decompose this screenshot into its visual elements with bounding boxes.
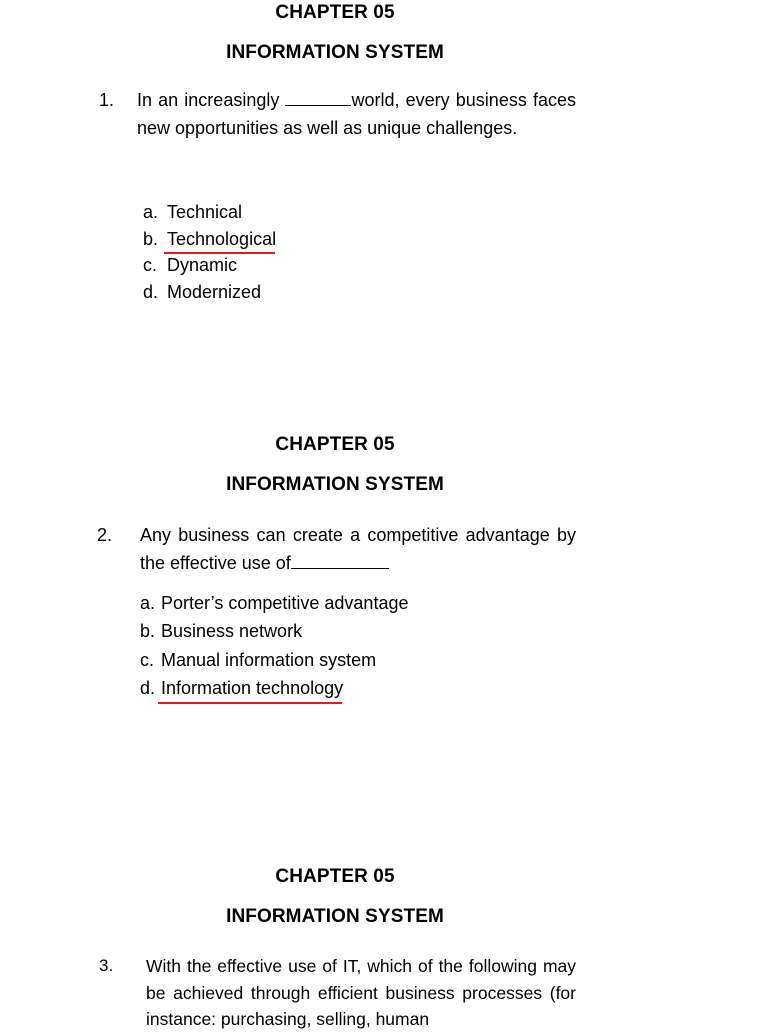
question-number: 3. [99,956,114,975]
chapter-title: CHAPTER 05 [275,2,395,23]
chapter-subtitle: INFORMATION SYSTEM [226,906,444,927]
option-b-correct-answer [143,226,276,253]
option-letter: d. [140,677,156,698]
question-text-start: In an increasingly [137,90,286,110]
chapter-title: CHAPTER 05 [275,866,395,887]
chapter-subtitle: INFORMATION SYSTEM [226,42,444,63]
option-letter: b. [143,228,159,249]
answer-options [143,199,276,305]
answer-options [140,589,408,702]
question-number: 1. [99,90,115,110]
option-letter: a. [140,593,156,613]
chapter-title: CHAPTER 05 [275,434,395,455]
option-letter: d. [143,281,159,302]
option-d-correct-answer [140,674,408,702]
option-c [140,646,408,674]
option-text: Manual information system [161,649,377,670]
option-text: Information technology [161,674,343,702]
option-text: Porter’s competitive advantage [161,593,409,613]
option-text: Technical [167,202,243,222]
option-c [143,252,276,279]
question-text-end: world, every business faces new opportunities as well as unique challenges. [137,90,576,138]
option-text: Modernized [167,281,262,302]
option-letter: c. [140,649,155,670]
option-letter: b. [140,621,156,642]
question-text: With the effective use of IT, which of the following may be achieved through efficient business processes (for instance: purchasing, selling, human [146,956,576,1029]
option-a [140,589,408,617]
option-letter: a. [143,202,159,222]
answer-blank [285,91,351,106]
option-b [140,617,408,645]
chapter-subtitle: INFORMATION SYSTEM [226,474,444,495]
option-letter: c. [143,255,158,275]
option-text: Business network [161,621,303,642]
answer-blank [291,554,389,569]
question-number: 2. [97,525,113,545]
question-text-start: Any business can create a competitive advantage by the effective use of [140,525,576,573]
option-a [143,199,276,226]
option-d [143,279,276,306]
option-text: Technological [167,226,276,253]
option-text: Dynamic [167,255,238,275]
question-text [137,86,576,142]
question-text [140,521,576,577]
